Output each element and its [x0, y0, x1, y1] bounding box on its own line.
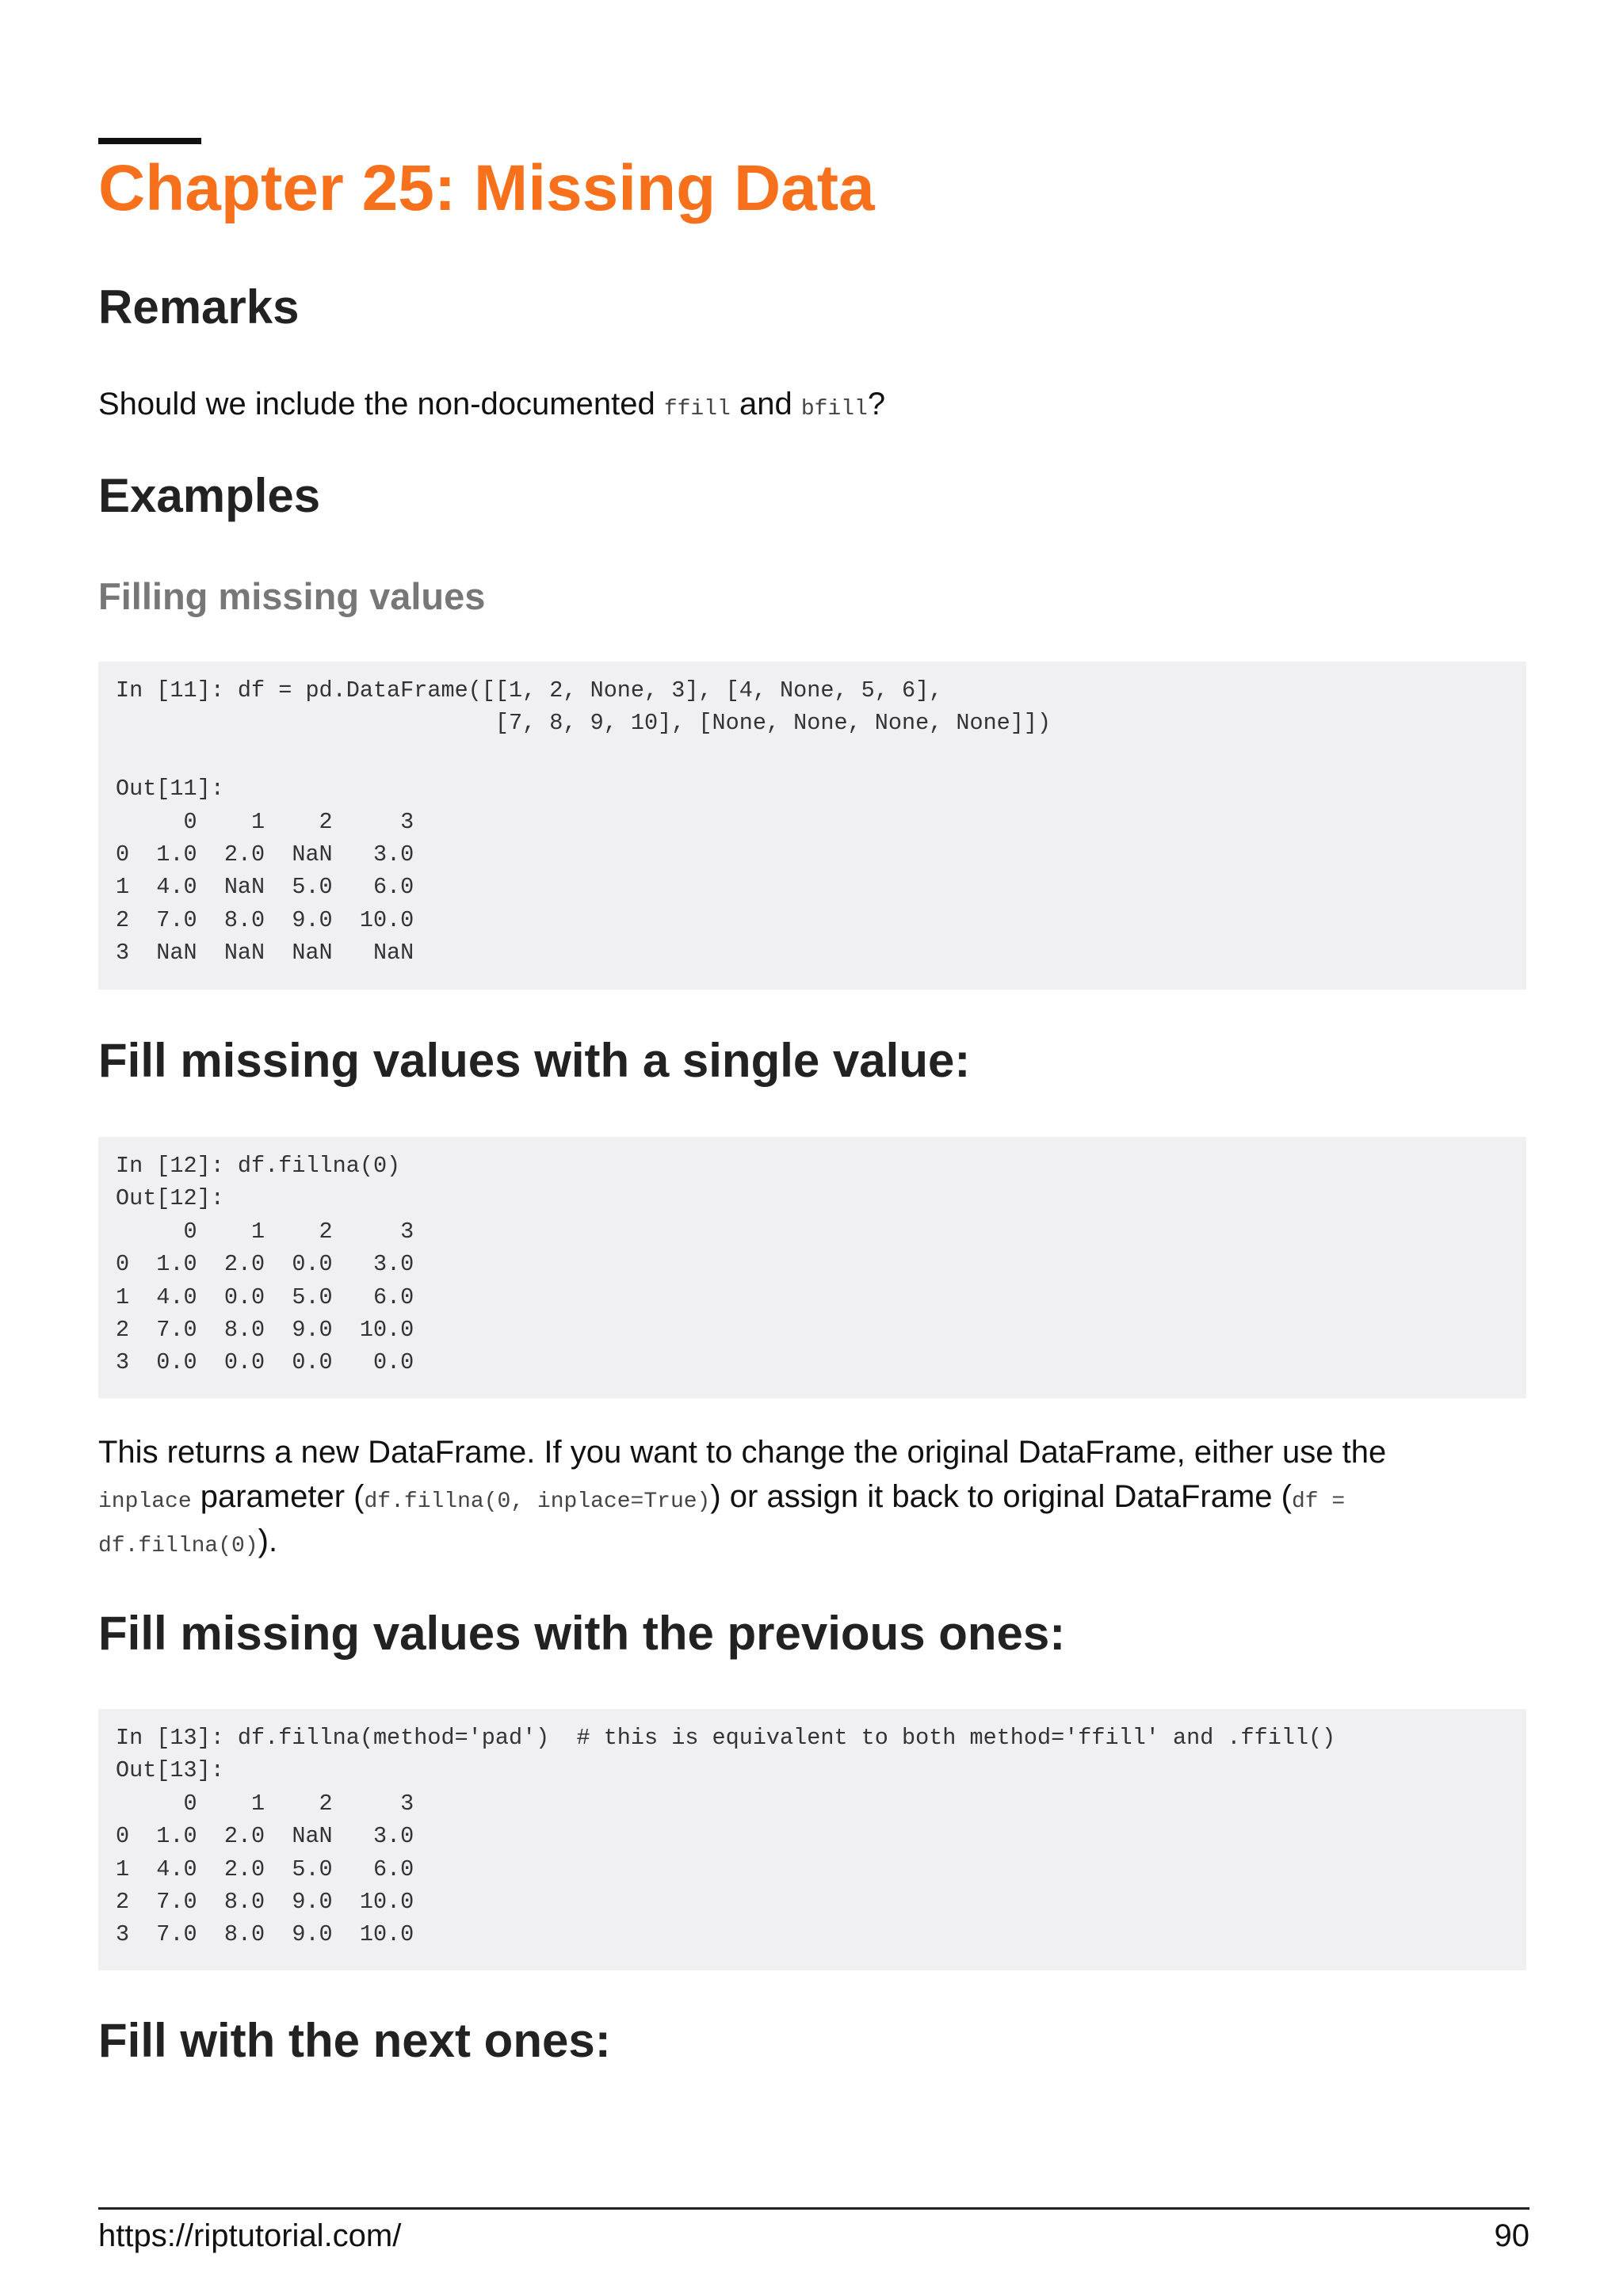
remarks-text-mid: and: [730, 387, 801, 421]
page-number: 90: [1494, 2218, 1529, 2253]
footer-rule: [98, 2207, 1529, 2210]
note-text-assign: ) or assign it back to original DataFrame (: [710, 1479, 1292, 1514]
remarks-text-before: Should we include the non-documented: [98, 387, 664, 421]
remarks-paragraph: [98, 382, 885, 426]
note-text-parameter: parameter (: [191, 1479, 365, 1514]
inline-code-df-eq: df =: [1291, 1489, 1346, 1514]
note-paragraph: [98, 1430, 1386, 1563]
code-fillna-zero: In [12]: df.fillna(0) Out[12]: 0 1 2 3 0 1.0 2.0 0.0 3.0 1 4.0 0.0 5.0 6.0 2 7.0 8.0 9.0 10.0 3 0.0 0.0 0.0 0.0: [116, 1153, 414, 1376]
note-text-end: ).: [258, 1524, 278, 1558]
filling-subheading: Filling missing values: [98, 575, 486, 617]
inline-code-inplace: inplace: [98, 1489, 192, 1514]
note-line-1: This returns a new DataFrame. If you want to change the original DataFrame, either use the: [98, 1435, 1387, 1470]
inline-code-df-fillna: df.fillna(0): [98, 1534, 258, 1558]
chapter-rule: [98, 138, 201, 144]
footer-url-link[interactable]: https://riptutorial.com/: [98, 2218, 402, 2253]
code-block-fillna-zero: [98, 1137, 1526, 1398]
previous-values-heading: Fill missing values with the previous ones:: [98, 1607, 1066, 1660]
inline-code-bfill: bfill: [800, 397, 868, 421]
remarks-heading: Remarks: [98, 280, 300, 334]
inline-code-fillna-inplace: df.fillna(0, inplace=True): [364, 1489, 711, 1514]
next-values-heading: Fill with the next ones:: [98, 2014, 611, 2067]
single-value-heading: Fill missing values with a single value:: [98, 1034, 971, 1087]
code-block-fillna-pad: [98, 1709, 1526, 1970]
code-block-dataframe: [98, 662, 1526, 990]
chapter-title: Chapter 25: Missing Data: [98, 152, 875, 224]
code-fillna-pad: In [13]: df.fillna(method='pad') # this is equivalent to both method='ffill' and .ffill() Out[13]: 0 1 2 3 0 1.0 2.0 NaN 3.0 1 4.0 2.0 5.0 6.0 2 7.0 8.0 9.0 10.0 3 7.0 8.0 9.0 10.0: [116, 1725, 1336, 1948]
inline-code-ffill: ffill: [663, 397, 731, 421]
examples-heading: Examples: [98, 469, 321, 522]
code-dataframe: In [11]: df = pd.DataFrame([[1, 2, None, 3], [4, None, 5, 6], [7, 8, 9, 10], [None, None, None, None]]) Out[11]: 0 1 2 3 0 1.0 2.0 NaN 3.0 1 4.0 NaN 5.0 6.0 2 7.0 8.0 9.0 10.0 3 NaN NaN NaN NaN: [116, 677, 1052, 967]
remarks-text-after: ?: [867, 387, 886, 421]
